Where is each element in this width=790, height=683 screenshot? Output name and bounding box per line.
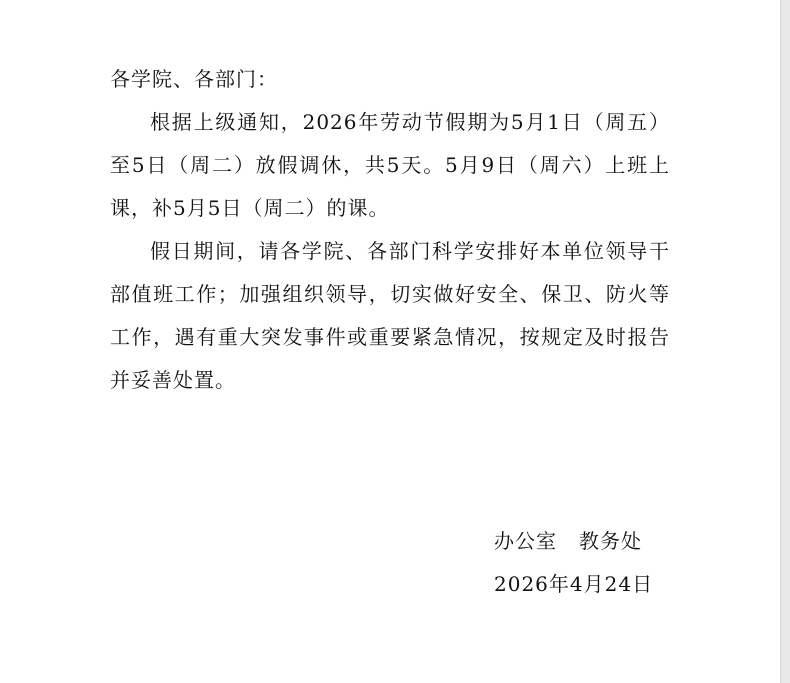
- page-edge-scrollbar-track: [780, 0, 790, 683]
- issuing-departments: [494, 520, 664, 563]
- paragraph-duty-requirements: 假日期间，请各学院、各部门科学安排好本单位领导干部值班工作；加强组织领导，切实做好安全、保卫、防火等工作，遇有重大突发事件或重要紧急情况，按规定及时报告并妥善处置。: [110, 239, 670, 392]
- notice-body: [110, 58, 670, 402]
- issuer-office: 办公室: [494, 529, 557, 553]
- issuer-academic-affairs: 教务处: [579, 529, 642, 553]
- salutation: 各学院、各部门：: [110, 67, 278, 91]
- paragraph-holiday-schedule: 根据上级通知，2026年劳动节假期为5月1日（周五）至5日（周二）放假调休，共5天。5月9日（周六）上班上课，补5月5日（周二）的课。: [110, 110, 670, 220]
- issue-date: 2026年4月24日: [494, 572, 654, 596]
- signature-block: [494, 520, 664, 606]
